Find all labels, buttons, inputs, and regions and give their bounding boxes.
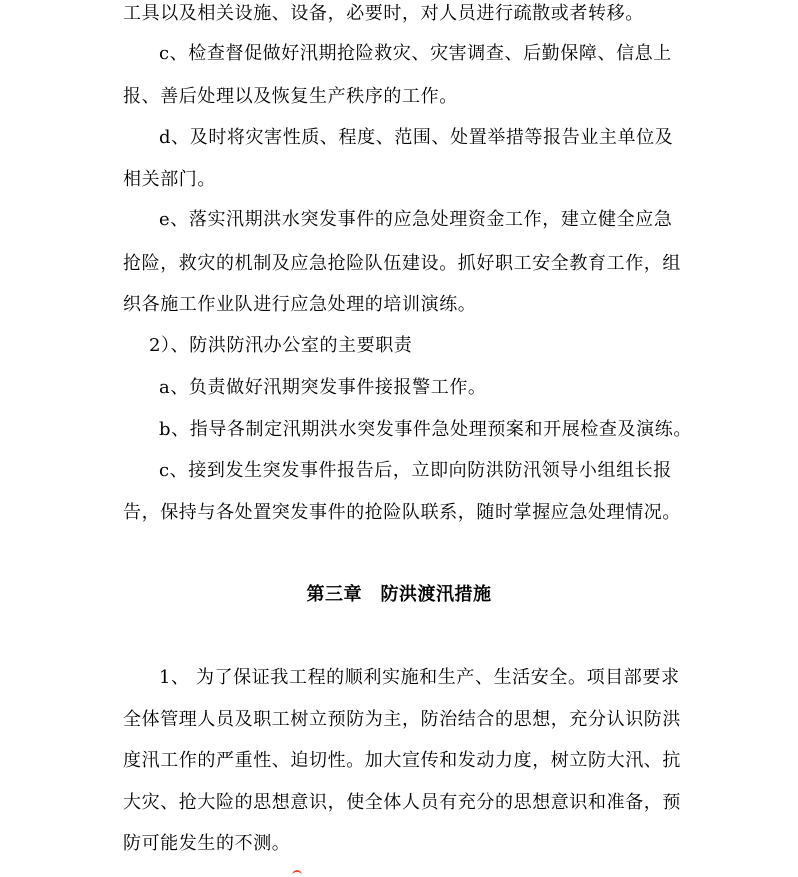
text-line: 抢险，救灾的机制及应急抢险队伍建设。抓好职工安全教育工作，组 <box>123 253 681 274</box>
text-line: c、接到发生突发事件报告后，立即向防洪防汛领导小组组长报 <box>159 460 672 481</box>
text-line: 工具以及相关设施、设备，必要时，对人员进行疏散或者转移。 <box>123 3 644 24</box>
text-line: a、负责做好汛期突发事件接报警工作。 <box>159 377 487 398</box>
chapter-heading: 第三章 防洪渡汛措施 <box>306 584 492 605</box>
text-line: d、及时将灾害性质、程度、范围、处置举措等报告业主单位及 <box>159 127 674 148</box>
paragraph-line: 防可能发生的不测。 <box>123 833 291 854</box>
text-line: b、指导各制定汛期洪水突发事件急处理预案和开展检查及演练。 <box>159 419 692 440</box>
text-line: 相关部门。 <box>123 169 216 190</box>
paragraph-line: 全体管理人员及职工树立预防为主，防治结合的思想，充分认识防洪 <box>123 709 681 730</box>
text-line: 织各施工作业队进行应急处理的培训演练。 <box>123 294 477 315</box>
text-line: e、落实汛期洪水突发事件的应急处理资金工作，建立健全应急 <box>159 209 673 230</box>
red-mark <box>292 870 302 877</box>
paragraph-line: 大灾、抢大险的思想意识，使全体人员有充分的思想意识和准备，预 <box>123 792 681 813</box>
text-line: 报、善后处理以及恢复生产秩序的工作。 <box>123 86 458 107</box>
text-line: c、检查督促做好汛期抢险救灾、灾害调查、后勤保障、信息上 <box>159 43 672 64</box>
text-line: 告，保持与各处置突发事件的抢险队联系，随时掌握应急处理情况。 <box>123 502 681 523</box>
text-line: 2）、防洪防汛办公室的主要职责 <box>149 335 413 356</box>
paragraph-line: 1、 为了保证我工程的顺利实施和生产、生活安全。项目部要求 <box>159 667 680 688</box>
paragraph-line: 度汛工作的严重性、迫切性。加大宣传和发动力度，树立防大汛、抗 <box>123 750 681 771</box>
